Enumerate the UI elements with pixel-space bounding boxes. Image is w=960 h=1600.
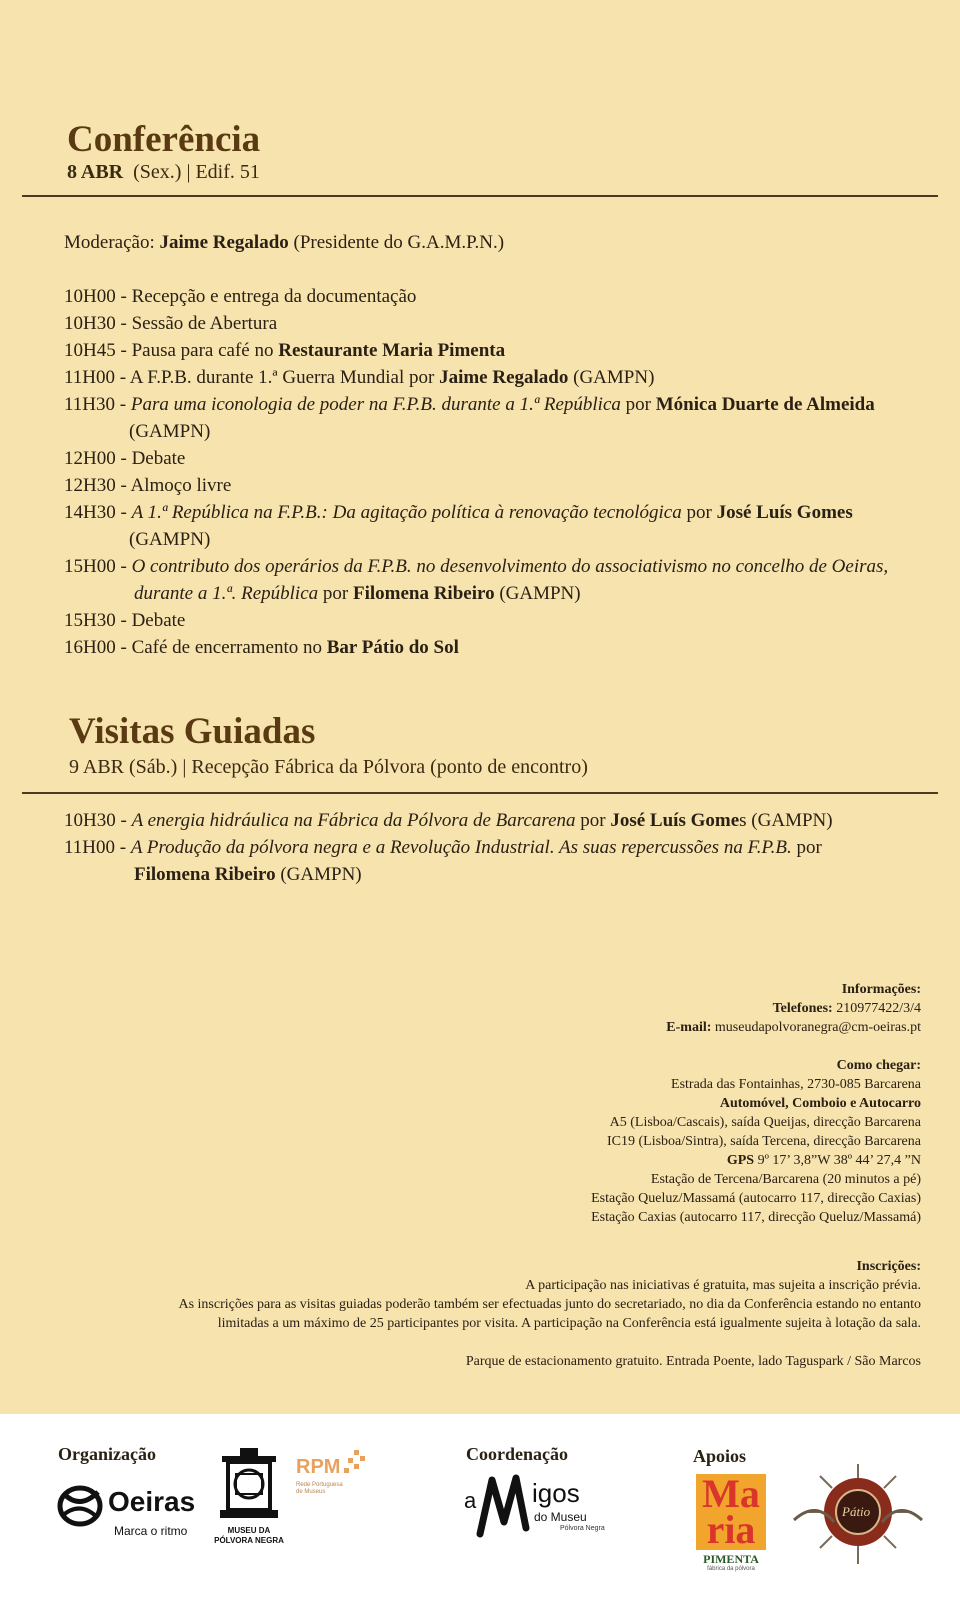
oeiras-logo[interactable] — [56, 1480, 206, 1550]
patio-text: Pátio — [842, 1504, 871, 1519]
item-affiliation: (GAMPN) — [129, 529, 211, 550]
item-speaker: Jaime Regalado — [439, 367, 569, 388]
organization-label: Organização — [58, 1444, 156, 1464]
registration-block — [41, 1257, 921, 1333]
conference-title: Conferência — [67, 119, 261, 160]
oeiras-tagline: Marca o ritmo — [114, 1524, 188, 1538]
item-talk-title-cont: durante a 1.ª. República — [134, 583, 319, 604]
item-affiliation: (GAMPN) — [499, 583, 581, 604]
item-text: Debate — [131, 610, 186, 631]
program-item — [64, 391, 934, 418]
moderation-line — [64, 229, 934, 256]
item-time: 11H30 - — [64, 394, 127, 415]
route-ic19: IC19 (Lisboa/Sintra), saída Tercena, direcção Barcarena — [606, 1134, 921, 1149]
item-time: 12H00 - — [64, 448, 127, 469]
coordination-label: Coordenação — [466, 1444, 568, 1464]
station-item: Estação Queluz/Massamá (autocarro 117, direcção Caxias) — [591, 1191, 921, 1206]
amigos-letter: a — [464, 1488, 477, 1513]
footer — [0, 1414, 960, 1600]
directions-block — [41, 1056, 921, 1227]
item-time: 16H00 - — [64, 637, 127, 658]
item-affiliation: (GAMPN) — [751, 810, 833, 831]
registration-text: As inscrições para as visitas guiadas poderão também ser efectuadas junto do secretariado, no dia da Conferência estando no entanto — [178, 1297, 921, 1312]
station-item: Estação de Tercena/Barcarena (20 minutos a pé) — [650, 1172, 921, 1187]
registration-text: A participação nas iniciativas é gratuita, mas sujeita a inscrição prévia. — [525, 1278, 921, 1293]
visits-title: Visitas Guiadas — [69, 711, 316, 752]
program-item — [64, 499, 934, 526]
moderator-name: Jaime Regalado — [159, 232, 289, 253]
rpm-squares-icon — [344, 1450, 368, 1476]
item-time: 12H30 - — [64, 475, 127, 496]
route-a5: A5 (Lisboa/Cascais), saída Queijas, direcção Barcarena — [609, 1115, 921, 1130]
moderator-role: (Presidente do G.A.M.P.N.) — [293, 232, 505, 253]
item-venue: Restaurante Maria Pimenta — [278, 340, 506, 361]
conference-separator: | — [186, 161, 191, 183]
program-item-continuation — [64, 418, 934, 445]
program-item — [64, 807, 934, 834]
conference-venue: Edif. 51 — [195, 161, 260, 183]
program-item — [64, 364, 934, 391]
address: Estrada das Fontainhas, 2730-085 Barcarena — [671, 1077, 921, 1092]
visits-separator: | — [182, 756, 187, 778]
amigos-museum: do Museu — [534, 1510, 587, 1524]
conference-date: 8 ABR — [67, 161, 124, 183]
item-by: por — [796, 837, 822, 858]
gps-label: GPS — [726, 1153, 755, 1168]
item-talk-title: A energia hidráulica na Fábrica da Pólvora de Barcarena — [131, 810, 576, 831]
item-time: 15H00 - — [64, 556, 127, 577]
maria-name: PIMENTA — [703, 1552, 759, 1566]
conference-divider — [22, 195, 938, 197]
item-by: por — [625, 394, 651, 415]
item-affiliation: (GAMPN) — [280, 864, 362, 885]
item-text: Almoço livre — [130, 475, 232, 496]
program-item — [64, 553, 934, 580]
registration-text: limitadas a um máximo de 25 participantes por visita. A participação na Conferência está igualmente sujeita à lotação da sala. — [217, 1316, 921, 1331]
item-speaker: Mónica Duarte de Almeida — [655, 394, 875, 415]
program-item — [64, 283, 934, 310]
item-time: 14H30 - — [64, 502, 127, 523]
visits-venue: Recepção Fábrica da Pólvora (ponto de encontro) — [191, 756, 588, 778]
museum-building-icon — [214, 1446, 284, 1526]
item-time: 10H30 - — [64, 810, 127, 831]
item-speaker: Filomena Ribeiro — [352, 583, 495, 604]
item-time: 10H45 - — [64, 340, 127, 361]
item-talk-title: A Produção da pólvora negra e a Revolução Industrial. As suas repercussões na F.P.B. — [130, 837, 792, 858]
maria-bottom: ria — [706, 1507, 756, 1552]
amigos-logo[interactable] — [462, 1470, 612, 1550]
program-item — [64, 607, 934, 634]
visits-subtitle — [69, 755, 588, 779]
item-speaker: Filomena Ribeiro — [134, 864, 276, 885]
rpm-subtitle: Rede Portuguesa — [296, 1482, 343, 1488]
item-text: Debate — [131, 448, 186, 469]
visits-programme — [64, 807, 934, 888]
item-affiliation: (GAMPN) — [573, 367, 655, 388]
program-item — [64, 337, 934, 364]
directions-title: Como chegar: — [836, 1058, 921, 1073]
item-time: 15H30 - — [64, 610, 127, 631]
item-time: 11H00 - — [64, 837, 127, 858]
program-item — [64, 445, 934, 472]
item-text: Sessão de Abertura — [131, 313, 278, 334]
registration-title: Inscrições: — [856, 1259, 921, 1274]
item-talk-title: Para uma iconologia de poder na F.P.B. durante a 1.ª República — [130, 394, 621, 415]
gps-value: 9º 17’ 3,8”W 38º 44’ 27,4 ”N — [757, 1153, 921, 1168]
phone-label: Telefones: — [772, 1001, 833, 1016]
program-item-continuation — [64, 580, 934, 607]
conference-subtitle — [67, 160, 260, 184]
item-speaker-tail: s — [739, 810, 747, 831]
email-label: E-mail: — [666, 1020, 712, 1035]
item-speaker: José Luís Gomes — [716, 502, 853, 523]
maria-sub: fábrica da pólvora — [707, 1566, 755, 1572]
visits-date: 9 ABR (Sáb.) — [69, 756, 178, 778]
info-title: Informações: — [841, 982, 921, 997]
item-talk-title: A 1.ª República na F.P.B.: Da agitação política à renovação tecnológica — [131, 502, 682, 523]
support-label: Apoios — [693, 1446, 747, 1466]
item-by: por — [322, 583, 349, 604]
amigos-word: igos — [532, 1478, 580, 1508]
moderation-label: Moderação: — [64, 232, 155, 253]
item-by: por — [580, 810, 606, 831]
item-text: Café de encerramento no — [131, 637, 322, 658]
amigos-sub: Pólvora Negra — [560, 1525, 605, 1532]
email-link[interactable]: museudapolvoranegra@cm-oeiras.pt — [714, 1020, 921, 1035]
conference-day: (Sex.) — [133, 161, 182, 183]
patio-do-sol-logo[interactable] — [786, 1460, 930, 1570]
item-venue: Bar Pátio do Sol — [326, 637, 459, 658]
oeiras-name: Oeiras — [108, 1486, 196, 1517]
phone-value: 210977422/3/4 — [836, 1001, 921, 1016]
maria-pimenta-logo[interactable] — [696, 1471, 766, 1574]
station-item: Estação Caxias (autocarro 117, direcção Queluz/Massamá) — [591, 1210, 921, 1225]
item-time: 10H30 - — [64, 313, 127, 334]
item-affiliation: (GAMPN) — [129, 421, 211, 442]
item-speaker: José Luís Gome — [610, 810, 740, 831]
item-text: Pausa para café no — [131, 340, 274, 361]
museum-logo[interactable] — [214, 1446, 284, 1556]
conference-programme — [64, 229, 934, 661]
program-item — [64, 310, 934, 337]
item-text: Recepção e entrega da documentação — [131, 286, 417, 307]
program-item-continuation — [64, 861, 934, 888]
program-item-continuation — [64, 526, 934, 553]
museum-name-line: MUSEU DA — [227, 1526, 271, 1535]
item-time: 11H00 - — [64, 367, 127, 388]
transport-title: Automóvel, Comboio e Autocarro — [719, 1096, 921, 1111]
program-item — [64, 472, 934, 499]
museum-name-line: PÓLVORA NEGRA — [214, 1536, 284, 1545]
item-text: A F.P.B. durante 1.ª Guerra Mundial por — [129, 367, 435, 388]
info-section — [41, 980, 921, 1371]
item-by: por — [686, 502, 712, 523]
rpm-logo[interactable] — [296, 1450, 376, 1500]
item-time: 10H00 - — [64, 286, 127, 307]
program-item — [64, 634, 934, 661]
rpm-name: RPM — [296, 1456, 341, 1478]
contacts-block — [41, 980, 921, 1037]
item-talk-title: O contributo dos operários da F.P.B. no desenvolvimento do associativismo no concelho de Oeiras, — [131, 556, 889, 577]
amigos-m-icon — [474, 1470, 536, 1542]
rpm-subtitle: de Museus — [296, 1489, 326, 1495]
visits-divider — [22, 792, 938, 794]
maria-top: Ma — [702, 1471, 760, 1516]
program-item — [64, 834, 934, 861]
parking-note: Parque de estacionamento gratuito. Entrada Poente, lado Taguspark / São Marcos — [465, 1354, 921, 1369]
